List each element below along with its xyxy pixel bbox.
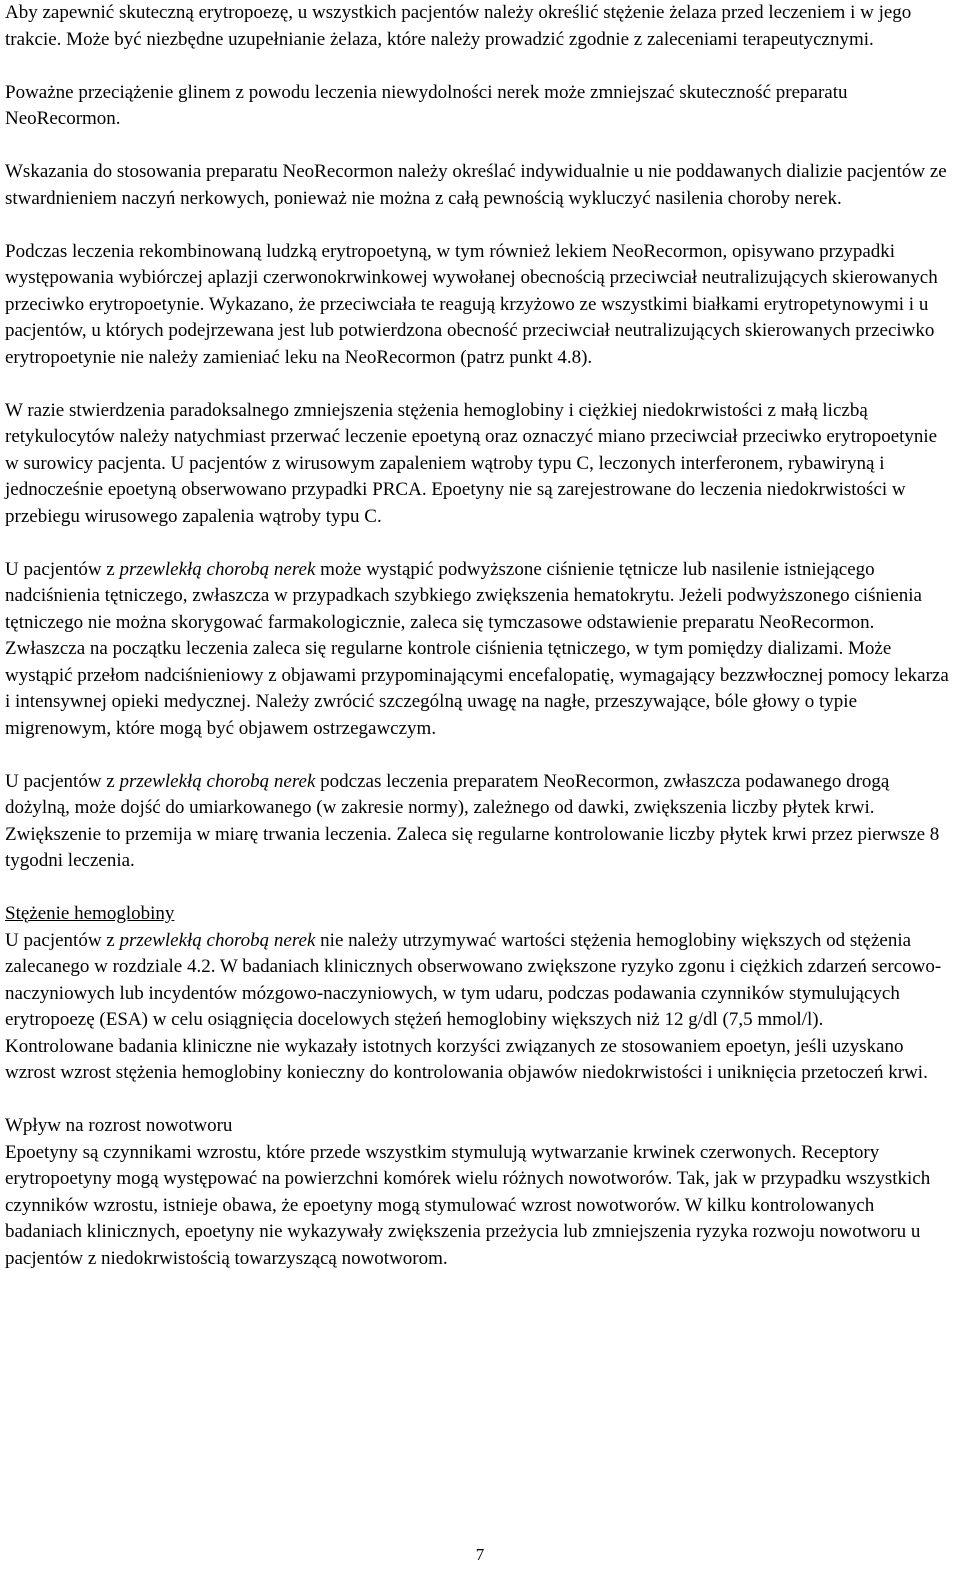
paragraph-nephrosclerosis: Wskazania do stosowania preparatu NeoRecormon należy określać indywidualnie u nie poddawanych dializie pacjentów ze stwardnieniem naczyń nerkowych, ponieważ nie można z całą pewnością wykluczyć nasilenia choroby nerek.: [5, 161, 947, 209]
paragraph-iron: Aby zapewnić skuteczną erytropoezę, u wszystkich pacjentów należy określić stężenie żelaza przed leczeniem i w jego trakcie. Może być niezbędne uzupełnianie żelaza, które należy prowadzić zgodnie z zaleceniami terapeutycznymi.: [5, 2, 912, 50]
paragraph-hypertension-emphasis: przewlekłą chorobą nerek: [119, 558, 316, 580]
paragraph-platelets-pre: U pacjentów z: [5, 770, 120, 792]
hemoglobin-text: [5, 928, 955, 1034]
tumor-heading: Wpływ na rozrost nowotworu: [5, 1115, 233, 1136]
paragraph-pure-red-cell-aplasia: Podczas leczenia rekombinowaną ludzką erytropoetyną, w tym również lekiem NeoRecormon, opisywano przypadki występowania wybiórczej aplazji czerwonokrwinkowej wywołanej obecnością przeciwciał neutralizujących skierowanych przeciwko erytropoetynie. Wykazano, że przeciwciała te reagują krzyżowo ze wszystkimi białkami erytropetynowymi i u pacjentów, u których podejrzewana jest lub potwierdzona obecność przeciwciał neutralizujących skierowanych przeciwko erytropoetynie nie należy zamieniać leku na NeoRecormon (patrz punkt 4.8).: [5, 240, 938, 368]
tumor-text: Epoetyny są czynnikami wzrostu, które przede wszystkim stymulują wytwarzanie krwinek czerwonych. Receptory erytropoetyny mogą występować na powierzchni komórek wielu różnych nowotworów. Tak, jak w przypadku wszystkich czynników wzrostu, istnieje obawa, że epoetyny mogą stymulować wzrost nowotworów. W kilku kontrolowanych badaniach klinicznych, epoetyny nie wykazywały zwiększenia przeżycia lub zmniejszenia ryzyka rozwoju nowotworu u pacjentów z niedokrwistością towarzyszącą nowotworom.: [5, 1141, 931, 1269]
paragraph-antibodies: W razie stwierdzenia paradoksalnego zmniejszenia stężenia hemoglobiny i ciężkiej niedokrwistości z małą liczbą retykulocytów należy natychmiast przerwać leczenie epoetyną oraz oznaczyć miano przeciwciał przeciwko erytropoetynie w surowicy pacjenta. U pacjentów z wirusowym zapaleniem wątroby typu C, leczonych interferonem, rybawiryną i jednocześnie epoetyną obserwowano przypadki PRCA. Epoetyny nie są zarejestrowane do leczenia niedokrwistości w przebiegu wirusowego zapalenia wątroby typu C.: [5, 399, 938, 527]
paragraph-platelets-post: podczas leczenia preparatem NeoRecormon, zwłaszcza podawanego drogą dożylną, może dojść do umiarkowanego (w zakresie normy), zależnego od dawki, zwiększenia liczby płytek krwi. Zwiększenie to przemija w miarę trwania leczenia. Zaleca się regularne kontrolowanie liczby płytek krwi przez pierwsze 8 tygodni leczenia.: [5, 770, 940, 871]
paragraph-platelets-emphasis: przewlekłą chorobą nerek: [119, 770, 316, 792]
page-number: 7: [475, 1545, 485, 1564]
paragraph-aluminium: Poważne przeciążenie glinem z powodu leczenia niewydolności nerek może zmniejszać skuteczność preparatu NeoRecormon.: [5, 81, 848, 129]
hemoglobin-text-second: Kontrolowane badania kliniczne nie wykazały istotnych korzyści związanych ze stosowaniem epoetyn, jeśli uzyskano wzrost wzrost stężenia hemoglobiny konieczny do kontrolowania objawów niedokrwistości i uniknięcia przetoczeń krwi.: [5, 1035, 928, 1083]
hemoglobin-heading: Stężenie hemoglobiny: [5, 903, 175, 924]
paragraph-hypertension-post: może wystąpić podwyższone ciśnienie tętnicze lub nasilenie istniejącego nadciśnienia tętniczego, zwłaszcza w przypadkach szybkiego zwiększenia hematokrytu. Jeżeli podwyższonego ciśnienia tętniczego nie można skorygować farmakologicznie, zaleca się tymczasowe odstawienie preparatu NeoRecormon. Zwłaszcza na początku leczenia zaleca się regularne kontrole ciśnienia tętniczego, w tym pomiędzy dializami. Może wystąpić przełom nadciśnieniowy z objawami przypominającymi encefalopatię, wymagający bezzwłocznej pomocy lekarza i intensywnej opieki medycznej. Należy zwrócić szczególną uwagę na nagłe, przeszywające, bóle głowy o typie migrenowym, które mogą być objawem ostrzegawczym.: [5, 558, 949, 739]
document-page: [5, 0, 955, 1299]
paragraph-hypertension-pre: U pacjentów z: [5, 558, 120, 580]
hemoglobin-text-pre: U pacjentów z: [5, 929, 120, 951]
hemoglobin-text-post: nie należy utrzymywać wartości stężenia hemoglobiny większych od stężenia zalecanego w rozdziale 4.2. W badaniach klinicznych obserwowano zwiększone ryzyko zgonu i ciężkich zdarzeń sercowo-naczyniowych lub incydentów mózgowo-naczyniowych, w tym udaru, podczas podawania czynników stymulujących erytropoezę (ESA) w celu osiągnięcia docelowych stężeń hemoglobiny większych niż 12 g/dl (7,5 mmol/l).: [5, 929, 942, 1030]
hemoglobin-section: [5, 901, 955, 1087]
tumor-section: [5, 1113, 955, 1272]
paragraph-hypertension: [5, 557, 955, 743]
paragraph-platelets: [5, 769, 955, 875]
hemoglobin-text-emphasis: przewlekłą chorobą nerek: [119, 929, 316, 951]
